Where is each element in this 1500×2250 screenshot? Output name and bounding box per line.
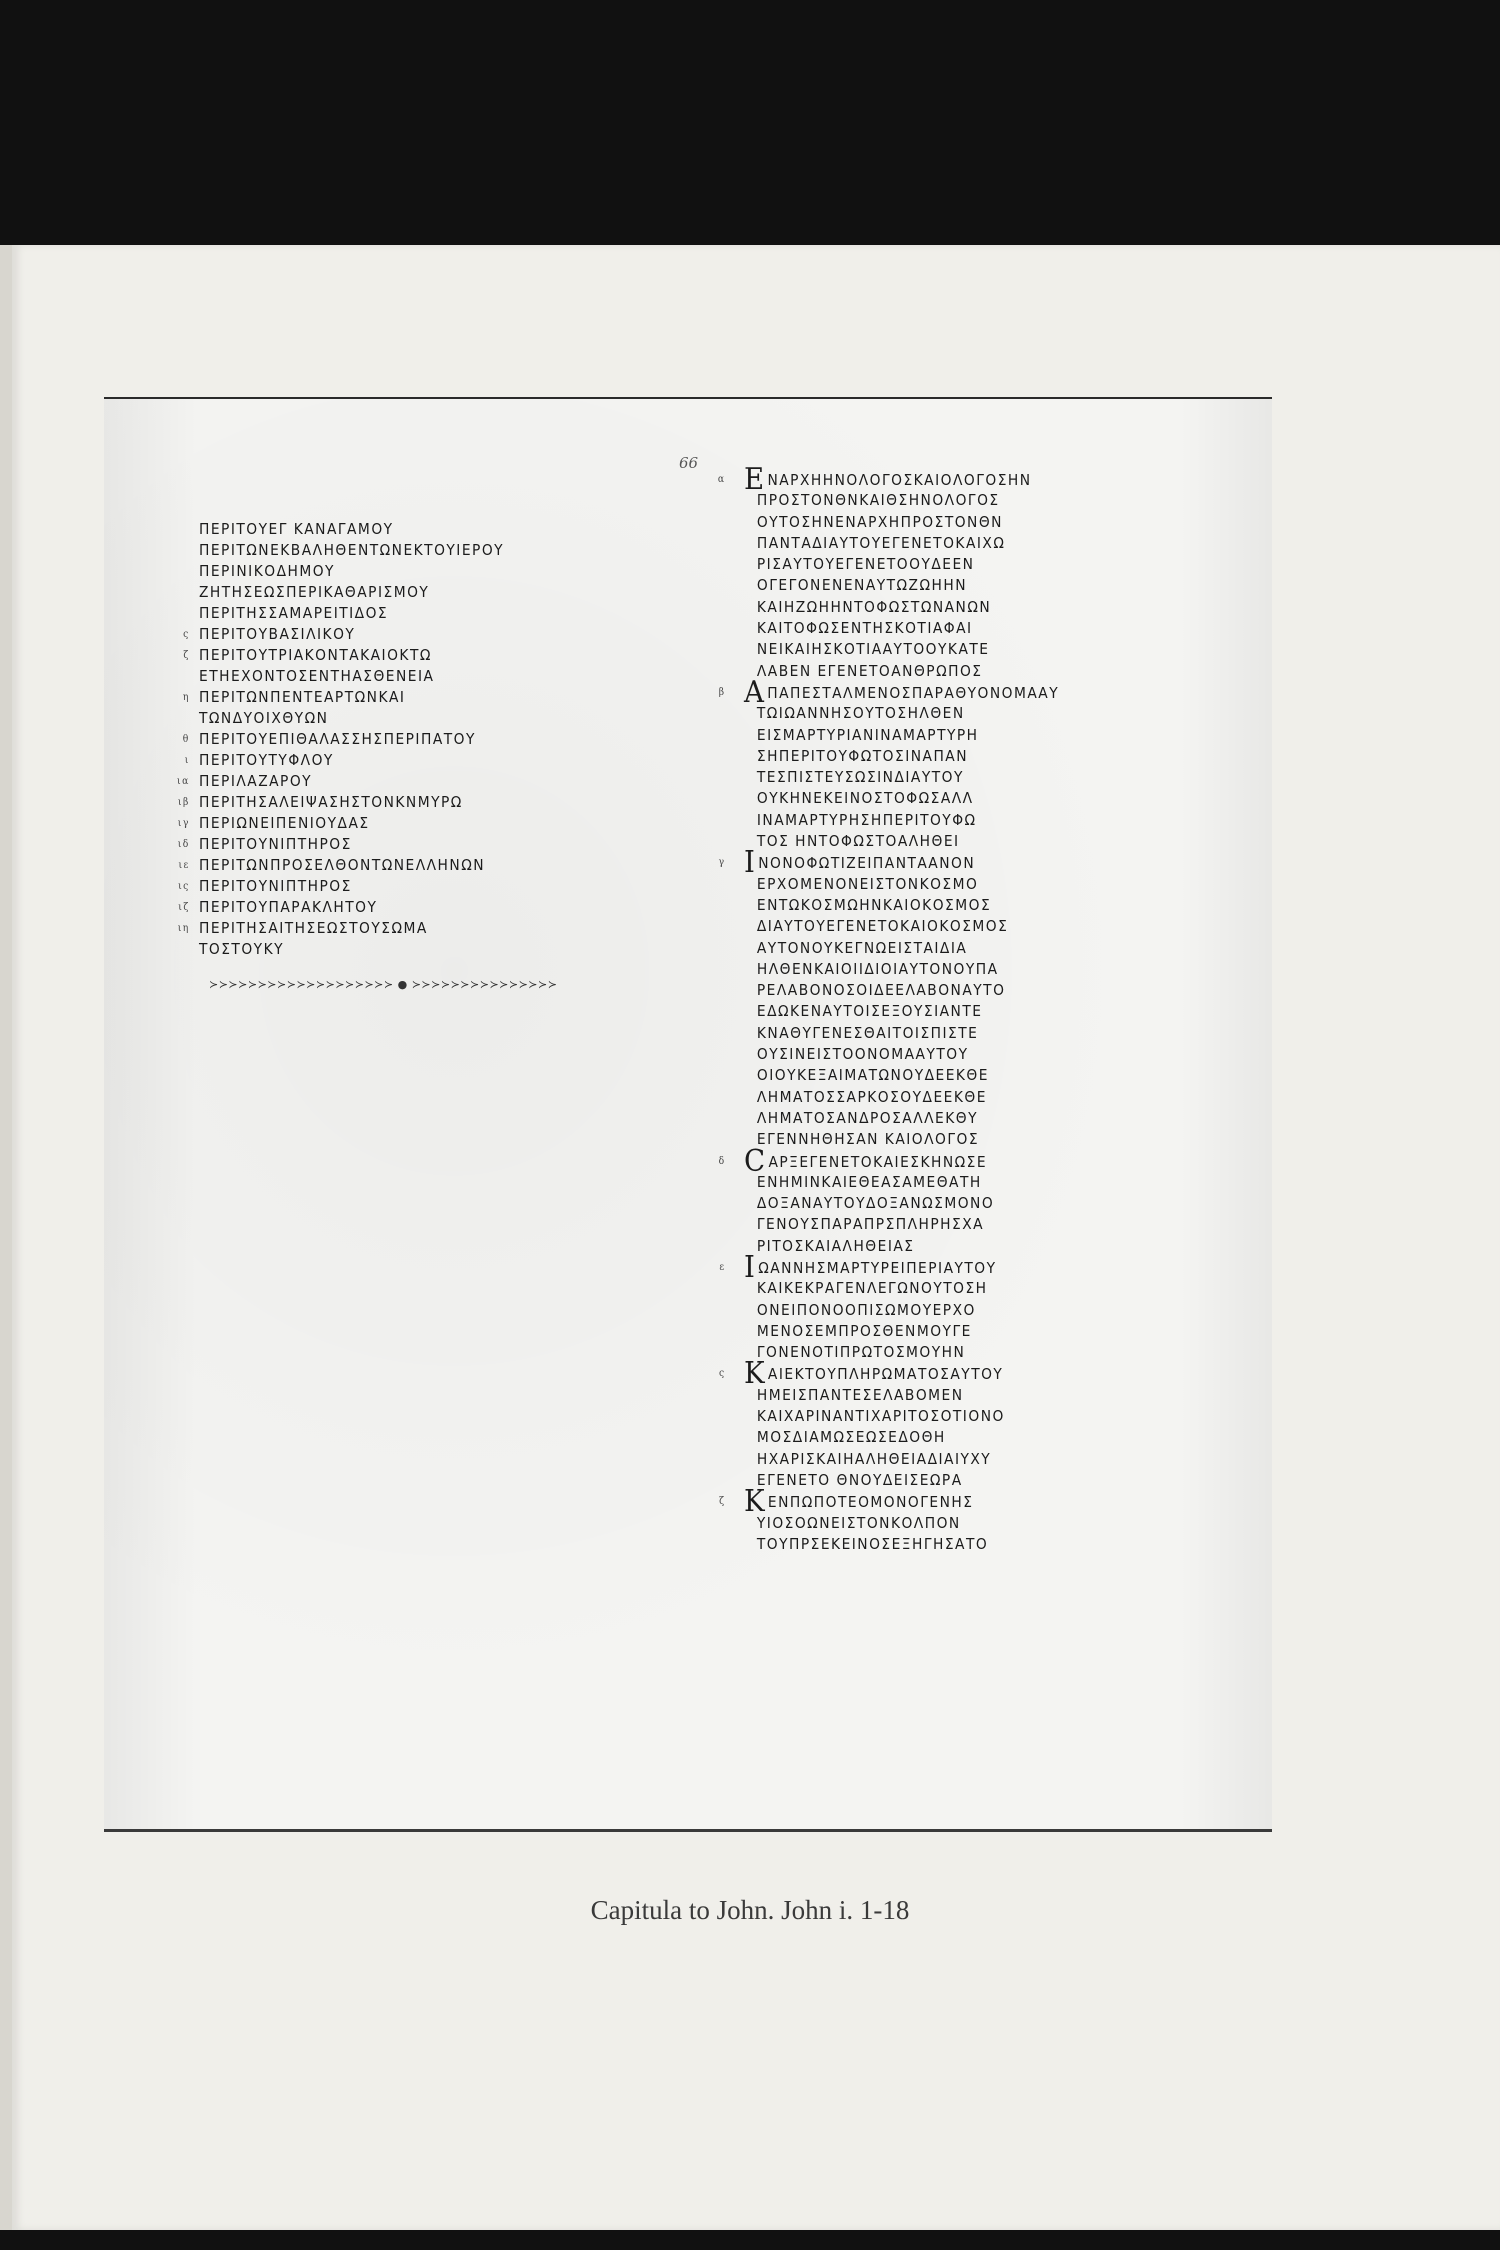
capitula-line [199,540,622,561]
text-line-text: ΕΔΩΚΕΝΑΥΤΟΙΣΕΞΟΥΣΙΑΝΤΕ [756,1002,983,1021]
text-line [744,575,1167,596]
capitula-line-text: ΠΕΡΙΤΩΝΠΡΟΣΕΛΘΟΝΤΩΝΕΛΛΗΝΩΝ [199,856,486,874]
text-line [744,1001,1167,1022]
capitula-line [182,729,622,750]
text-line [744,1236,1167,1257]
text-line [744,938,1167,959]
text-line-text: ΛΗΜΑΤΟΣΣΑΡΚΟΣΟΥΔΕΕΚΘΕ [756,1087,987,1106]
text-line-text: ΗΧΑΡΙΣΚΑΙΗΑΛΗΘΕΙΑΔΙΑΙΥΧΥ [756,1449,992,1468]
ornament-line: ≻≻≻≻≻≻≻≻≻≻≻≻≻≻≻≻≻≻≻ ● ≻≻≻≻≻≻≻≻≻≻≻≻≻≻≻ [209,978,558,991]
text-line-text: ΜΕΝΟΣΕΜΠΡΟΣΘΕΝΜΟΥΓΕ [756,1321,972,1340]
text-line [719,1249,1167,1285]
capitula-line [178,855,622,876]
capitula-line-text: ΠΕΡΙΤΟΥΤΡΙΑΚΟΝΤΑΚΑΙΟΚΤΩ [199,646,432,664]
text-line [744,597,1167,618]
text-line-text: ΡΙΤΟΣΚΑΙΑΛΗΘΕΙΑΣ [756,1236,915,1255]
capitula-line [199,939,622,960]
capitula-line-text: ΠΕΡΙΤΗΣΑΙΤΗΣΕΩΣΤΟΥΣΩΜΑ [199,919,428,937]
text-line [744,1065,1167,1086]
text-line-text: ΗΛΘΕΝΚΑΙΟΙΙΔΙΟΙΑΥΤΟΝΟΥΠΑ [756,959,999,978]
text-line [744,1385,1167,1406]
capitula-line-text: ΠΕΡΙΤΩΝΠΕΝΤΕΑΡΤΩΝΚΑΙ [199,688,406,706]
text-line [744,1044,1167,1065]
text-line-text: ΩΑΝΝΗΣΜΑΡΤΥΡΕΙΠΕΡΙΑΥΤΟΥ [758,1258,997,1277]
capitula-column [177,519,659,991]
capitula-line [177,792,622,813]
capitula-line [199,603,622,624]
text-line-text: ΝΟΝΟΦΩΤΙΖΕΙΠΑΝΤΑΑΝΟΝ [758,854,976,873]
text-line-text: ΡΕΛΑΒΟΝΟΣΟΙΔΕΕΛΑΒΟΝΑΥΤΟ [756,981,1006,1000]
text-line [744,1129,1167,1150]
text-line [744,1513,1167,1534]
gospel-text-column [717,462,1204,1555]
text-line [744,810,1167,831]
capitula-line [199,582,622,603]
text-line-text: ΕΡΧΟΜΕΝΟΝΕΙΣΤΟΝΚΟΣΜΟ [756,874,979,893]
text-line-text: ΤΟΥΠΡΣΕΚΕΙΝΟΣΕΞΗΓΗΣΑΤΟ [756,1534,989,1553]
capitula-line-text: ΠΕΡΙΤΟΥΠΑΡΑΚΛΗΤΟΥ [199,898,378,916]
text-line-text: ΓΕΝΟΥΣΠΑΡΑΠΡΣΠΛΗΡΗΣΧΑ [756,1215,985,1234]
section-numeral: η [182,692,190,703]
text-line-text: ΝΑΡΧΗΗΝΟΛΟΓΟΣΚΑΙΟΛΟΓΟΣΗΝ [767,471,1032,489]
capitula-line [182,687,622,708]
text-line [744,1087,1167,1108]
backdrop-edge [0,245,12,2230]
section-numeral: γ [718,857,726,869]
text-line [744,767,1167,788]
enlarged-initial: Ι [744,1249,757,1285]
text-line [744,1023,1167,1044]
text-line [744,1427,1167,1448]
manuscript-plate [104,397,1272,1832]
section-numeral: ε [719,1261,726,1273]
text-line-text: ΔΙΑΥΤΟΥΕΓΕΝΕΤΟΚΑΙΟΚΟΣΜΟΣ [756,917,1009,936]
text-line [744,661,1167,682]
section-numeral: ιη [177,923,190,934]
text-line [744,916,1167,937]
text-line-text: ΕΓΕΝΕΤΟ ΘΝΟΥΔΕΙΣΕΩΡΑ [756,1470,963,1489]
capitula-line [177,771,622,792]
section-numeral: α [717,474,726,485]
section-numeral: ιζ [178,902,190,913]
capitula-line [199,708,622,729]
text-line-text: ΤΕΣΠΙΣΤΕΥΣΩΣΙΝΔΙΑΥΤΟΥ [756,768,964,787]
capitula-line [199,561,622,582]
text-line-text: ΣΗΠΕΡΙΤΟΥΦΩΤΟΣΙΝΑΠΑΝ [756,746,969,765]
capitula-line-text: ΠΕΡΙΤΟΥΝΙΠΤΗΡΟΣ [199,835,352,853]
text-line [744,554,1167,575]
enlarged-initial: Κ [744,1484,767,1520]
capitula-line-text: ΤΟΣΤΟΥΚΥ [199,940,284,958]
capitula-line-text: ΠΕΡΙΛΑΖΑΡΟΥ [199,772,313,790]
text-line-text: ΕΝΤΩΚΟΣΜΩΗΝΚΑΙΟΚΟΣΜΟΣ [756,895,992,914]
text-line-text: ΤΩΙΩΑΝΝΗΣΟΥΤΟΣΗΛΘΕΝ [756,704,965,723]
text-line [744,533,1167,554]
text-line-text: ΕΝΠΩΠΟΤΕΟΜΟΝΟΓΕΝΗΣ [767,1493,974,1512]
enlarged-initial: C [744,1143,767,1179]
text-line [744,874,1167,895]
text-line [744,1193,1167,1214]
text-line-text: ΚΑΙΤΟΦΩΣΕΝΤΗΣΚΟΤΙΑΦΑΙ [756,619,973,638]
text-line [744,618,1167,639]
text-line-text: ΑΥΤΟΝΟΥΚΕΓΝΩΕΙΣΤΑΙΔΙΑ [756,938,968,957]
capitula-line-text: ΠΕΡΙΤΗΣΣΑΜΑΡΕΙΤΙΔΟΣ [199,604,389,622]
capitula-line-text: ΠΕΡΙΤΗΣΑΛΕΙΨΑΣΗΣΤΟΝΚΝΜΥΡΩ [199,793,463,811]
section-numeral: β [718,686,726,698]
book-page [12,245,1500,2230]
text-line [717,462,1167,497]
enlarged-initial: Ε [744,462,766,497]
text-line [744,725,1167,746]
text-line [718,674,1167,710]
text-line-text: ΚΑΙΗΖΩΗΗΝΤΟΦΩΣΤΩΝΑΝΩΝ [756,597,992,616]
capitula-line [184,750,622,771]
text-line [744,1172,1167,1193]
text-line-text: ΛΗΜΑΤΟΣΑΝΔΡΟΣΑΛΛΕΚΘΥ [756,1108,978,1127]
text-line-text: ΛΑΒΕΝ ΕΓΕΝΕΤΟΑΝΘΡΩΠΟΣ [756,661,983,680]
text-line [744,1108,1167,1129]
text-line-text: ΗΜΕΙΣΠΑΝΤΕΣΕΛΑΒΟΜΕΝ [756,1385,964,1404]
text-line [744,1300,1167,1321]
capitula-line [177,834,622,855]
plate-caption: Capitula to John. John i. 1-18 [590,1895,910,1925]
text-line-text: ΕΙΣΜΑΡΤΥΡΙΑΝΙΝΑΜΑΡΤΥΡΗ [756,725,979,744]
text-line-text: ΓΟΝΕΝΟΤΙΠΡΩΤΟΣΜΟΥΗΝ [756,1343,966,1362]
capitula-line [177,813,622,834]
capitula-line [177,918,622,939]
text-line [744,746,1167,767]
section-numeral: ιδ [177,839,190,850]
text-line-text: ΔΟΞΑΝΑΥΤΟΥΔΟΞΑΝΩΣΜΟΝΟ [756,1194,995,1213]
text-line-text: ΑΡΞΕΓΕΝΕΤΟΚΑΙΕΣΚΗΝΩΣΕ [768,1152,988,1171]
text-line [744,639,1167,660]
text-line [719,1484,1167,1520]
text-line-text: ΟΓΕΓΟΝΕΝΕΝΑΥΤΩΖΩΗΗΝ [756,576,967,595]
text-line-text: ΟΝΕΙΠΟΝΟΟΠΙΣΩΜΟΥΕΡΧΟ [756,1300,976,1319]
capitula-line-text: ΠΕΡΙΝΙΚΟΔΗΜΟΥ [199,562,335,580]
capitula-line [183,645,622,666]
text-line [744,1470,1167,1491]
text-line [744,831,1167,852]
capitula-line-text: ΤΩΝΔΥΟΙΧΘΥΩΝ [199,709,329,727]
text-line [744,703,1167,724]
text-line [744,512,1167,533]
text-line-text: ΤΟΣ ΗΝΤΟΦΩΣΤΟΑΛΗΘΕΙ [756,832,960,851]
section-numeral: ιβ [177,797,190,808]
text-line [744,980,1167,1001]
section-numeral: ις [178,881,190,892]
text-line-text: ΜΟΣΔΙΑΜΩΣΕΩΣΕΔΟΘΗ [756,1428,946,1447]
section-numeral: ι [184,755,190,766]
text-line-text: ΚΑΙΧΑΡΙΝΑΝΤΙΧΑΡΙΤΟΣΟΤΙΟΝΟ [756,1407,1005,1426]
enlarged-initial: Α [744,674,766,710]
enlarged-initial: Κ [744,1356,767,1392]
capitula-line-text: ΠΕΡΙΤΟΥΕΓ ΚΑΝΑΓΑΜΟΥ [199,520,394,538]
text-line [744,1214,1167,1235]
text-line-text: ΟΥΚΗΝΕΚΕΙΝΟΣΤΟΦΩΣΑΛΛ [756,789,974,808]
text-line-text: ΚΑΙΚΕΚΡΑΓΕΝΛΕΓΩΝΟΥΤΟΣΗ [756,1279,988,1298]
text-line-text: ΥΙΟΣΟΩΝΕΙΣΤΟΝΚΟΛΠΟΝ [756,1513,961,1532]
text-line [718,845,1167,881]
text-line [744,490,1167,511]
text-line [744,1321,1167,1342]
capitula-line-text: ΠΕΡΙΤΟΥΕΠΙΘΑΛΑΣΣΗΣΠΕΡΙΠΑΤΟΥ [199,730,476,748]
capitula-line [178,897,622,918]
capitula-line-text: ΠΕΡΙΤΟΥΒΑΣΙΛΙΚΟΥ [199,625,356,643]
text-line-text: ΟΥΣΙΝΕΙΣΤΟΟΝΟΜΑΑΥΤΟΥ [756,1045,969,1064]
section-numeral: ιε [178,860,190,871]
text-line-text: ΠΑΝΤΑΔΙΑΥΤΟΥΕΓΕΝΕΤΟΚΑΙΧΩ [756,533,1006,552]
text-line-text: ΝΕΙΚΑΙΗΣΚΟΤΙΑΑΥΤΟΟΥΚΑΤΕ [756,640,990,659]
text-line [744,1534,1167,1555]
text-line-text: ΚΝΑΘΥΓΕΝΕΣΘΑΙΤΟΙΣΠΙΣΤΕ [756,1023,979,1042]
text-line [718,1143,1167,1179]
capitula-line-text: ΠΕΡΙΤΟΥΝΙΠΤΗΡΟΣ [199,877,352,895]
text-line-text: ΕΝΗΜΙΝΚΑΙΕΘΕΑΣΑΜΕΘΑΤΗ [756,1172,982,1191]
text-line-text: ΠΑΠΕΣΤΑΛΜΕΝΟΣΠΑΡΑΘΥΟΝΟΜΑΑΥ [767,683,1060,702]
capitula-line [183,624,622,645]
capitula-line-text: ΠΕΡΙΩΝΕΙΠΕΝΙΟΥΔΑΣ [199,814,370,832]
text-line [744,1449,1167,1470]
text-line-text: ΙΝΑΜΑΡΤΥΡΗΣΗΠΕΡΙΤΟΥΦΩ [756,810,977,829]
section-numeral: ζ [183,650,190,661]
text-line [744,1406,1167,1427]
capitula-line-text: ΠΕΡΙΤΟΥΤΥΦΛΟΥ [199,751,334,769]
section-numeral: ιγ [177,818,190,829]
section-numeral: ς [718,1368,726,1380]
section-numeral: ς [183,629,190,640]
section-numeral: δ [718,1155,726,1167]
text-line-text: ΠΡΟΣΤΟΝΘΝΚΑΙΘΣΗΝΟΛΟΓΟΣ [756,491,1000,510]
text-line [744,959,1167,980]
capitula-line [199,666,622,687]
section-numeral: θ [182,734,190,745]
section-numeral: ζ [719,1496,726,1508]
text-line-text: ΑΙΕΚΤΟΥΠΛΗΡΩΜΑΤΟΣΑΥΤΟΥ [767,1365,1004,1384]
text-line [744,1278,1167,1299]
text-line [718,1356,1167,1392]
text-line [744,788,1167,809]
text-line-text: ΟΙΟΥΚΕΞΑΙΜΑΤΩΝΟΥΔΕΕΚΘΕ [756,1066,989,1085]
capitula-line-text: ΖΗΤΗΣΕΩΣΠΕΡΙΚΑΘΑΡΙΣΜΟΥ [199,583,430,601]
capitula-line-text: ΕΤΗΕΧΟΝΤΟΣΕΝΤΗΑΣΘΕΝΕΙΑ [199,667,435,685]
enlarged-initial: Ι [744,845,757,881]
capitula-line [199,519,622,540]
capitula-line [178,876,622,897]
folio-number: 66 [679,454,699,472]
text-line [744,1342,1167,1363]
section-numeral: ια [177,776,190,787]
text-line-text: ΡΙΣΑΥΤΟΥΕΓΕΝΕΤΟΟΥΔΕΕΝ [756,555,975,574]
text-line-text: ΟΥΤΟΣΗΝΕΝΑΡΧΗΠΡΟΣΤΟΝΘΝ [756,512,1003,531]
capitula-line-text: ΠΕΡΙΤΩΝΕΚΒΑΛΗΘΕΝΤΩΝΕΚΤΟΥΙΕΡΟΥ [199,541,505,559]
text-line [744,895,1167,916]
text-line-text: ΕΓΕΝΝΗΘΗΣΑΝ ΚΑΙΟΛΟΓΟΣ [756,1130,980,1149]
